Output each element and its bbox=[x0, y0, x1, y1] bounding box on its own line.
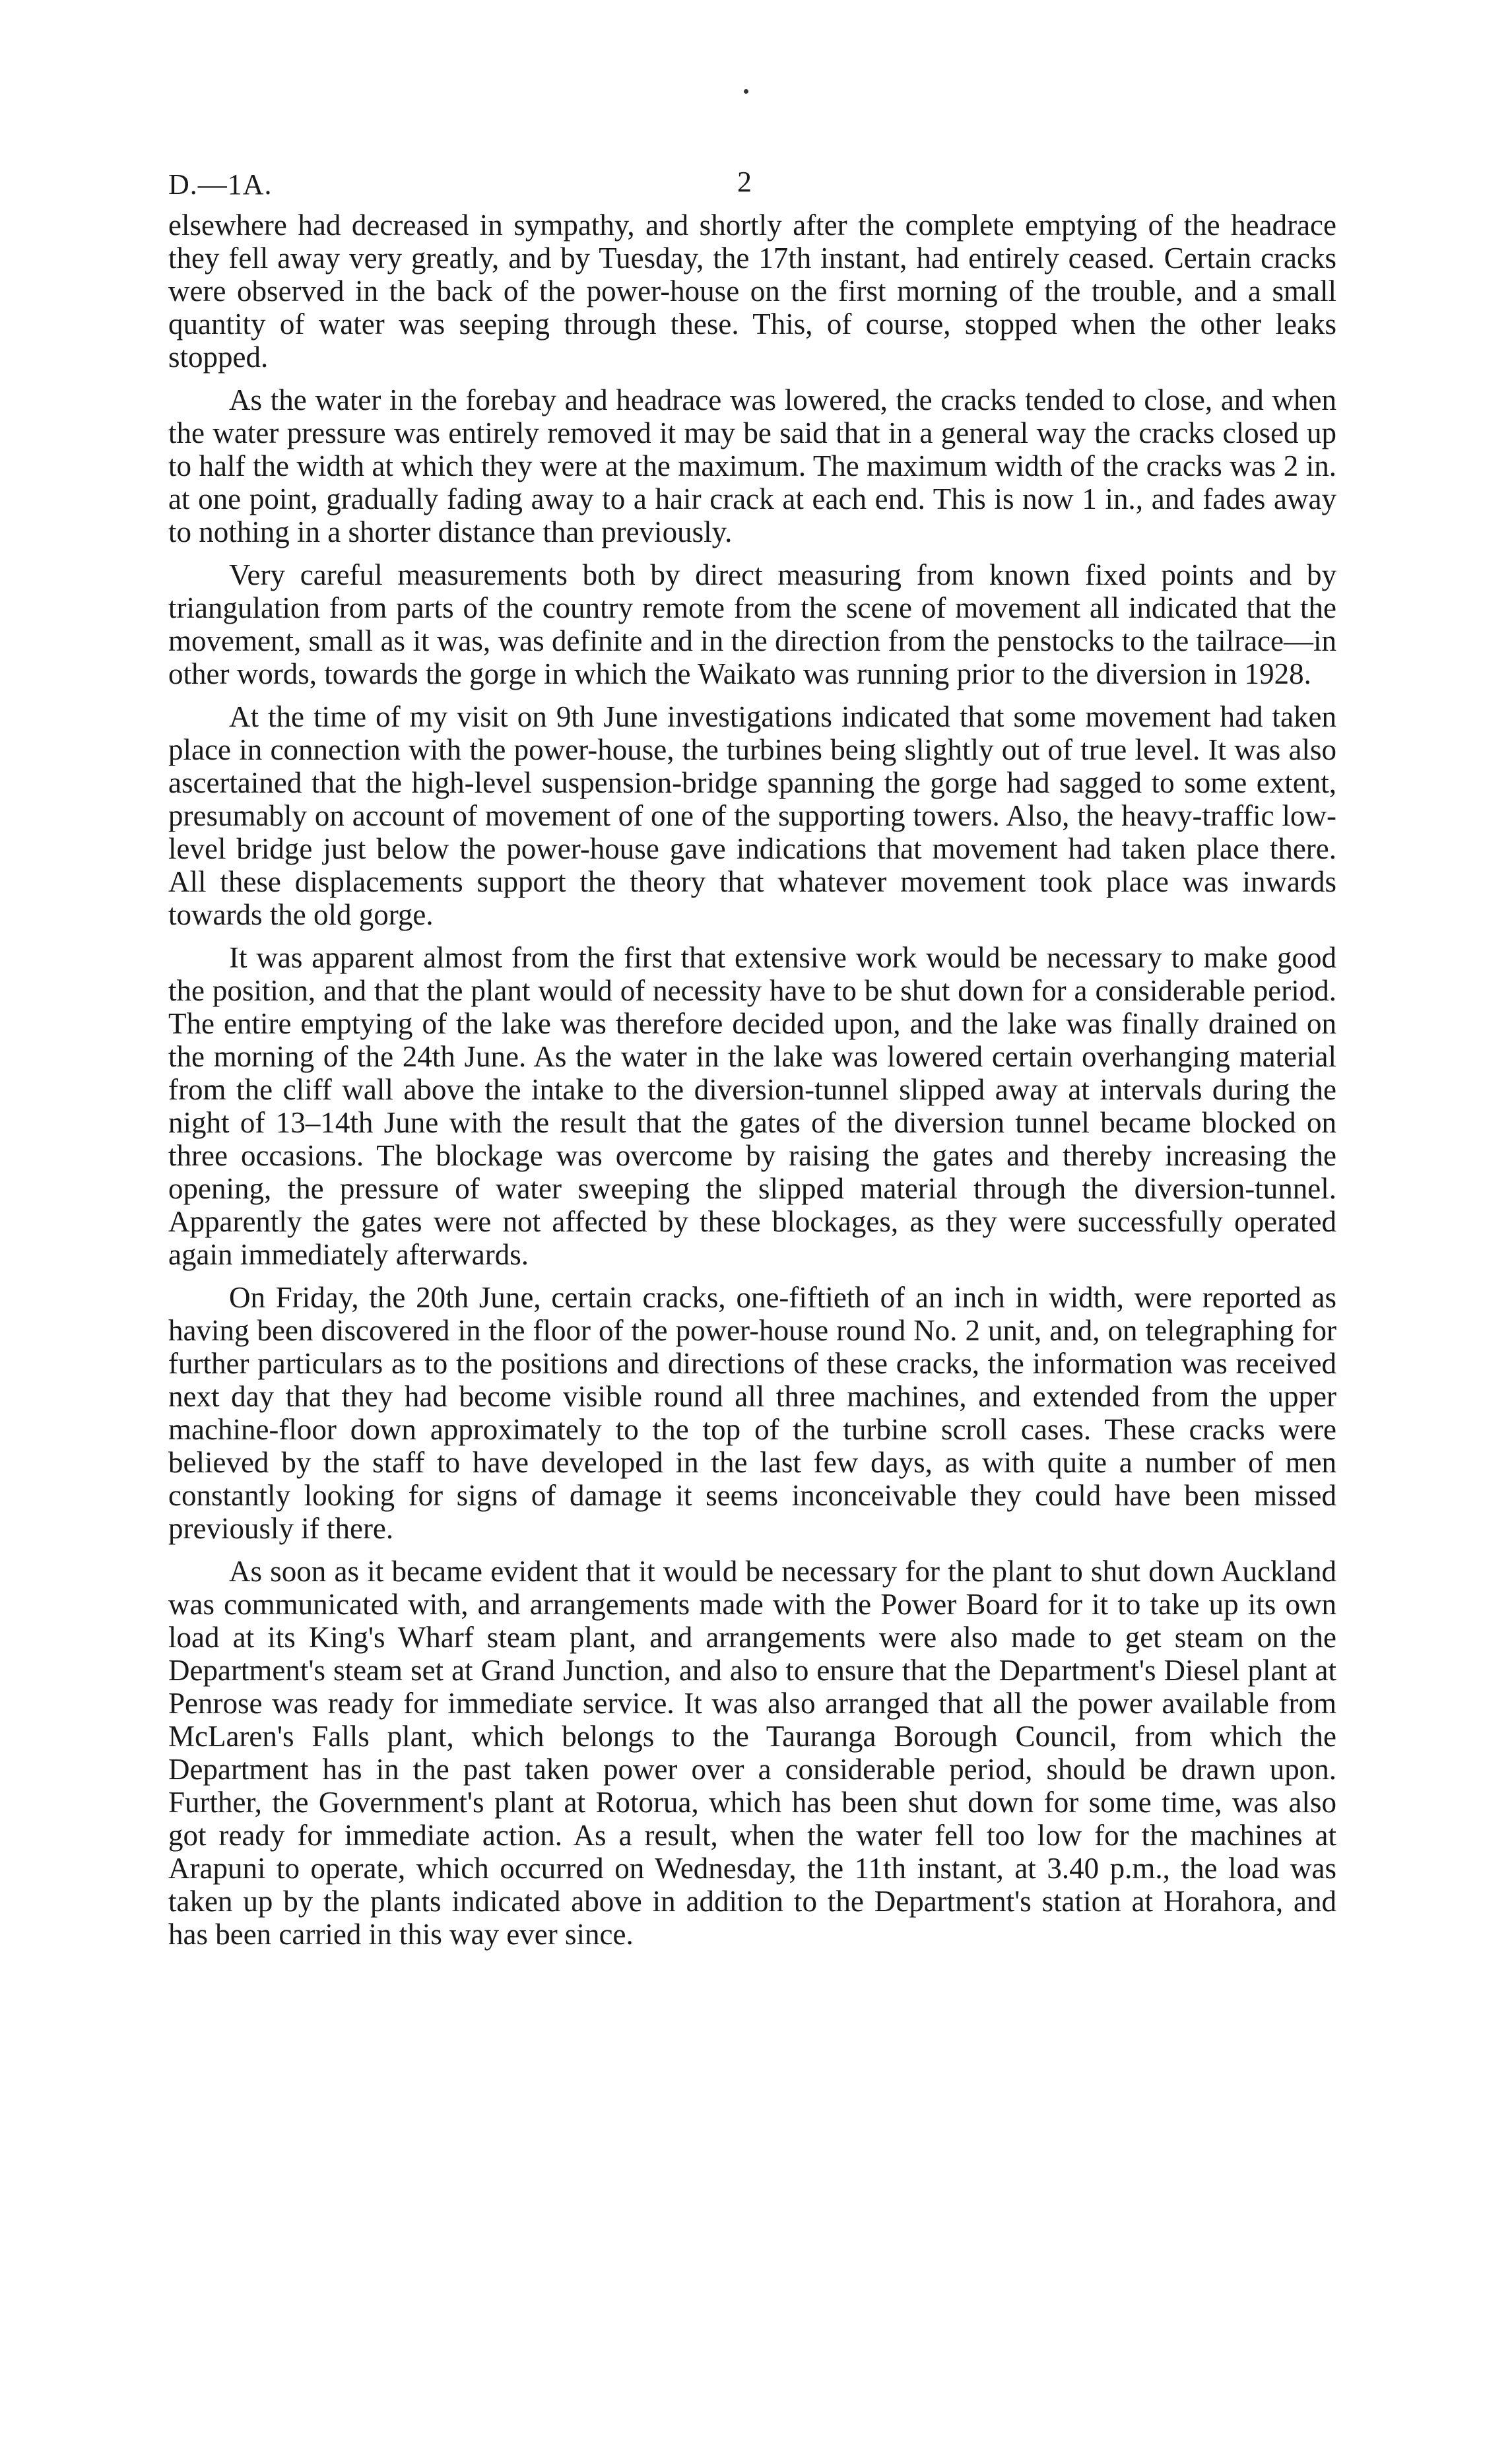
page-number: 2 bbox=[737, 166, 752, 198]
paragraph-1: elsewhere had decreased in sympathy, and shortly after the complete emptying of the headrace they fell away very greatly, and by Tuesday, the 17th instant, had entirely ceased. Certain cracks were observed in the back of the power-house on the first morning of the trouble, and a small quantity of water was seeping through these. This, of course, stopped when the other leaks stopped. bbox=[168, 209, 1336, 374]
paragraph-5: It was apparent almost from the first that extensive work would be necessary to make good the position, and that the plant would of necessity have to be shut down for a considerable period. The entire emptying of the lake was therefore decided upon, and the lake was finally drained on the morning of the 24th June. As the water in the lake was lowered certain overhanging material from the cliff wall above the intake to the diversion-tunnel slipped away at intervals during the night of 13–14th June with the result that the gates of the diversion tunnel became blocked on three occasions. The blockage was overcome by raising the gates and thereby increasing the opening, the pressure of water sweeping the slipped material through the diversion-tunnel. Apparently the gates were not affected by these blockages, as they were successfully operated again immediately afterwards. bbox=[168, 941, 1336, 1271]
paragraph-2: As the water in the forebay and headrace was lowered, the cracks tended to close, and when the water pressure was entirely removed it may be said that in a general way the cracks closed up to half the width at which they were at the maximum. The maximum width of the cracks was 2 in. at one point, gradually fading away to a hair crack at each end. This is now 1 in., and fades away to nothing in a shorter distance than previously. bbox=[168, 383, 1336, 548]
paragraph-3: Very careful measurements both by direct measuring from known fixed points and by triangulation from parts of the country remote from the scene of movement all indicated that the movement, small as it was, was definite and in the direction from the penstocks to the tailrace—in other words, towards the gorge in which the Waikato was running prior to the diversion in 1928. bbox=[168, 558, 1336, 690]
print-speck bbox=[744, 89, 748, 94]
body-text bbox=[168, 209, 1336, 1951]
document-reference: D.—1A. bbox=[168, 168, 273, 201]
paragraph-6: On Friday, the 20th June, certain cracks, one-fiftieth of an inch in width, were reported as having been discovered in the floor of the power-house round No. 2 unit, and, on telegraphing for further particulars as to the positions and directions of these cracks, the information was received next day that they had become visible round all three machines, and extended from the upper machine-floor down approximately to the top of the turbine scroll cases. These cracks were believed by the staff to have developed in the last few days, as with quite a number of men constantly looking for signs of damage it seems inconceivable they could have been missed previously if there. bbox=[168, 1281, 1336, 1545]
paragraph-7: As soon as it became evident that it would be necessary for the plant to shut down Auckland was communicated with, and arrangements made with the Power Board for it to take up its own load at its King's Wharf steam plant, and arrangements were also made to get steam on the Department's steam set at Grand Junction, and also to ensure that the Department's Diesel plant at Penrose was ready for immediate service. It was also arranged that all the power available from McLaren's Falls plant, which belongs to the Tauranga Borough Council, from which the Department has in the past taken power over a considerable period, should be drawn upon. Further, the Government's plant at Rotorua, which has been shut down for some time, was also got ready for immediate action. As a result, when the water fell too low for the machines at Arapuni to operate, which occurred on Wednesday, the 11th instant, at 3.40 p.m., the load was taken up by the plants indicated above in addition to the Department's station at Horahora, and has been carried in this way ever since. bbox=[168, 1555, 1336, 1951]
page-header bbox=[168, 156, 1336, 209]
document-page bbox=[168, 156, 1336, 1961]
paragraph-4: At the time of my visit on 9th June investigations indicated that some movement had taken place in connection with the power-house, the turbines being slightly out of true level. It was also ascertained that the high-level suspension-bridge spanning the gorge had sagged to some extent, presumably on account of movement of one of the supporting towers. Also, the heavy-traffic low-level bridge just below the power-house gave indications that movement had taken place there. All these displacements support the theory that whatever movement took place was inwards towards the old gorge. bbox=[168, 700, 1336, 931]
